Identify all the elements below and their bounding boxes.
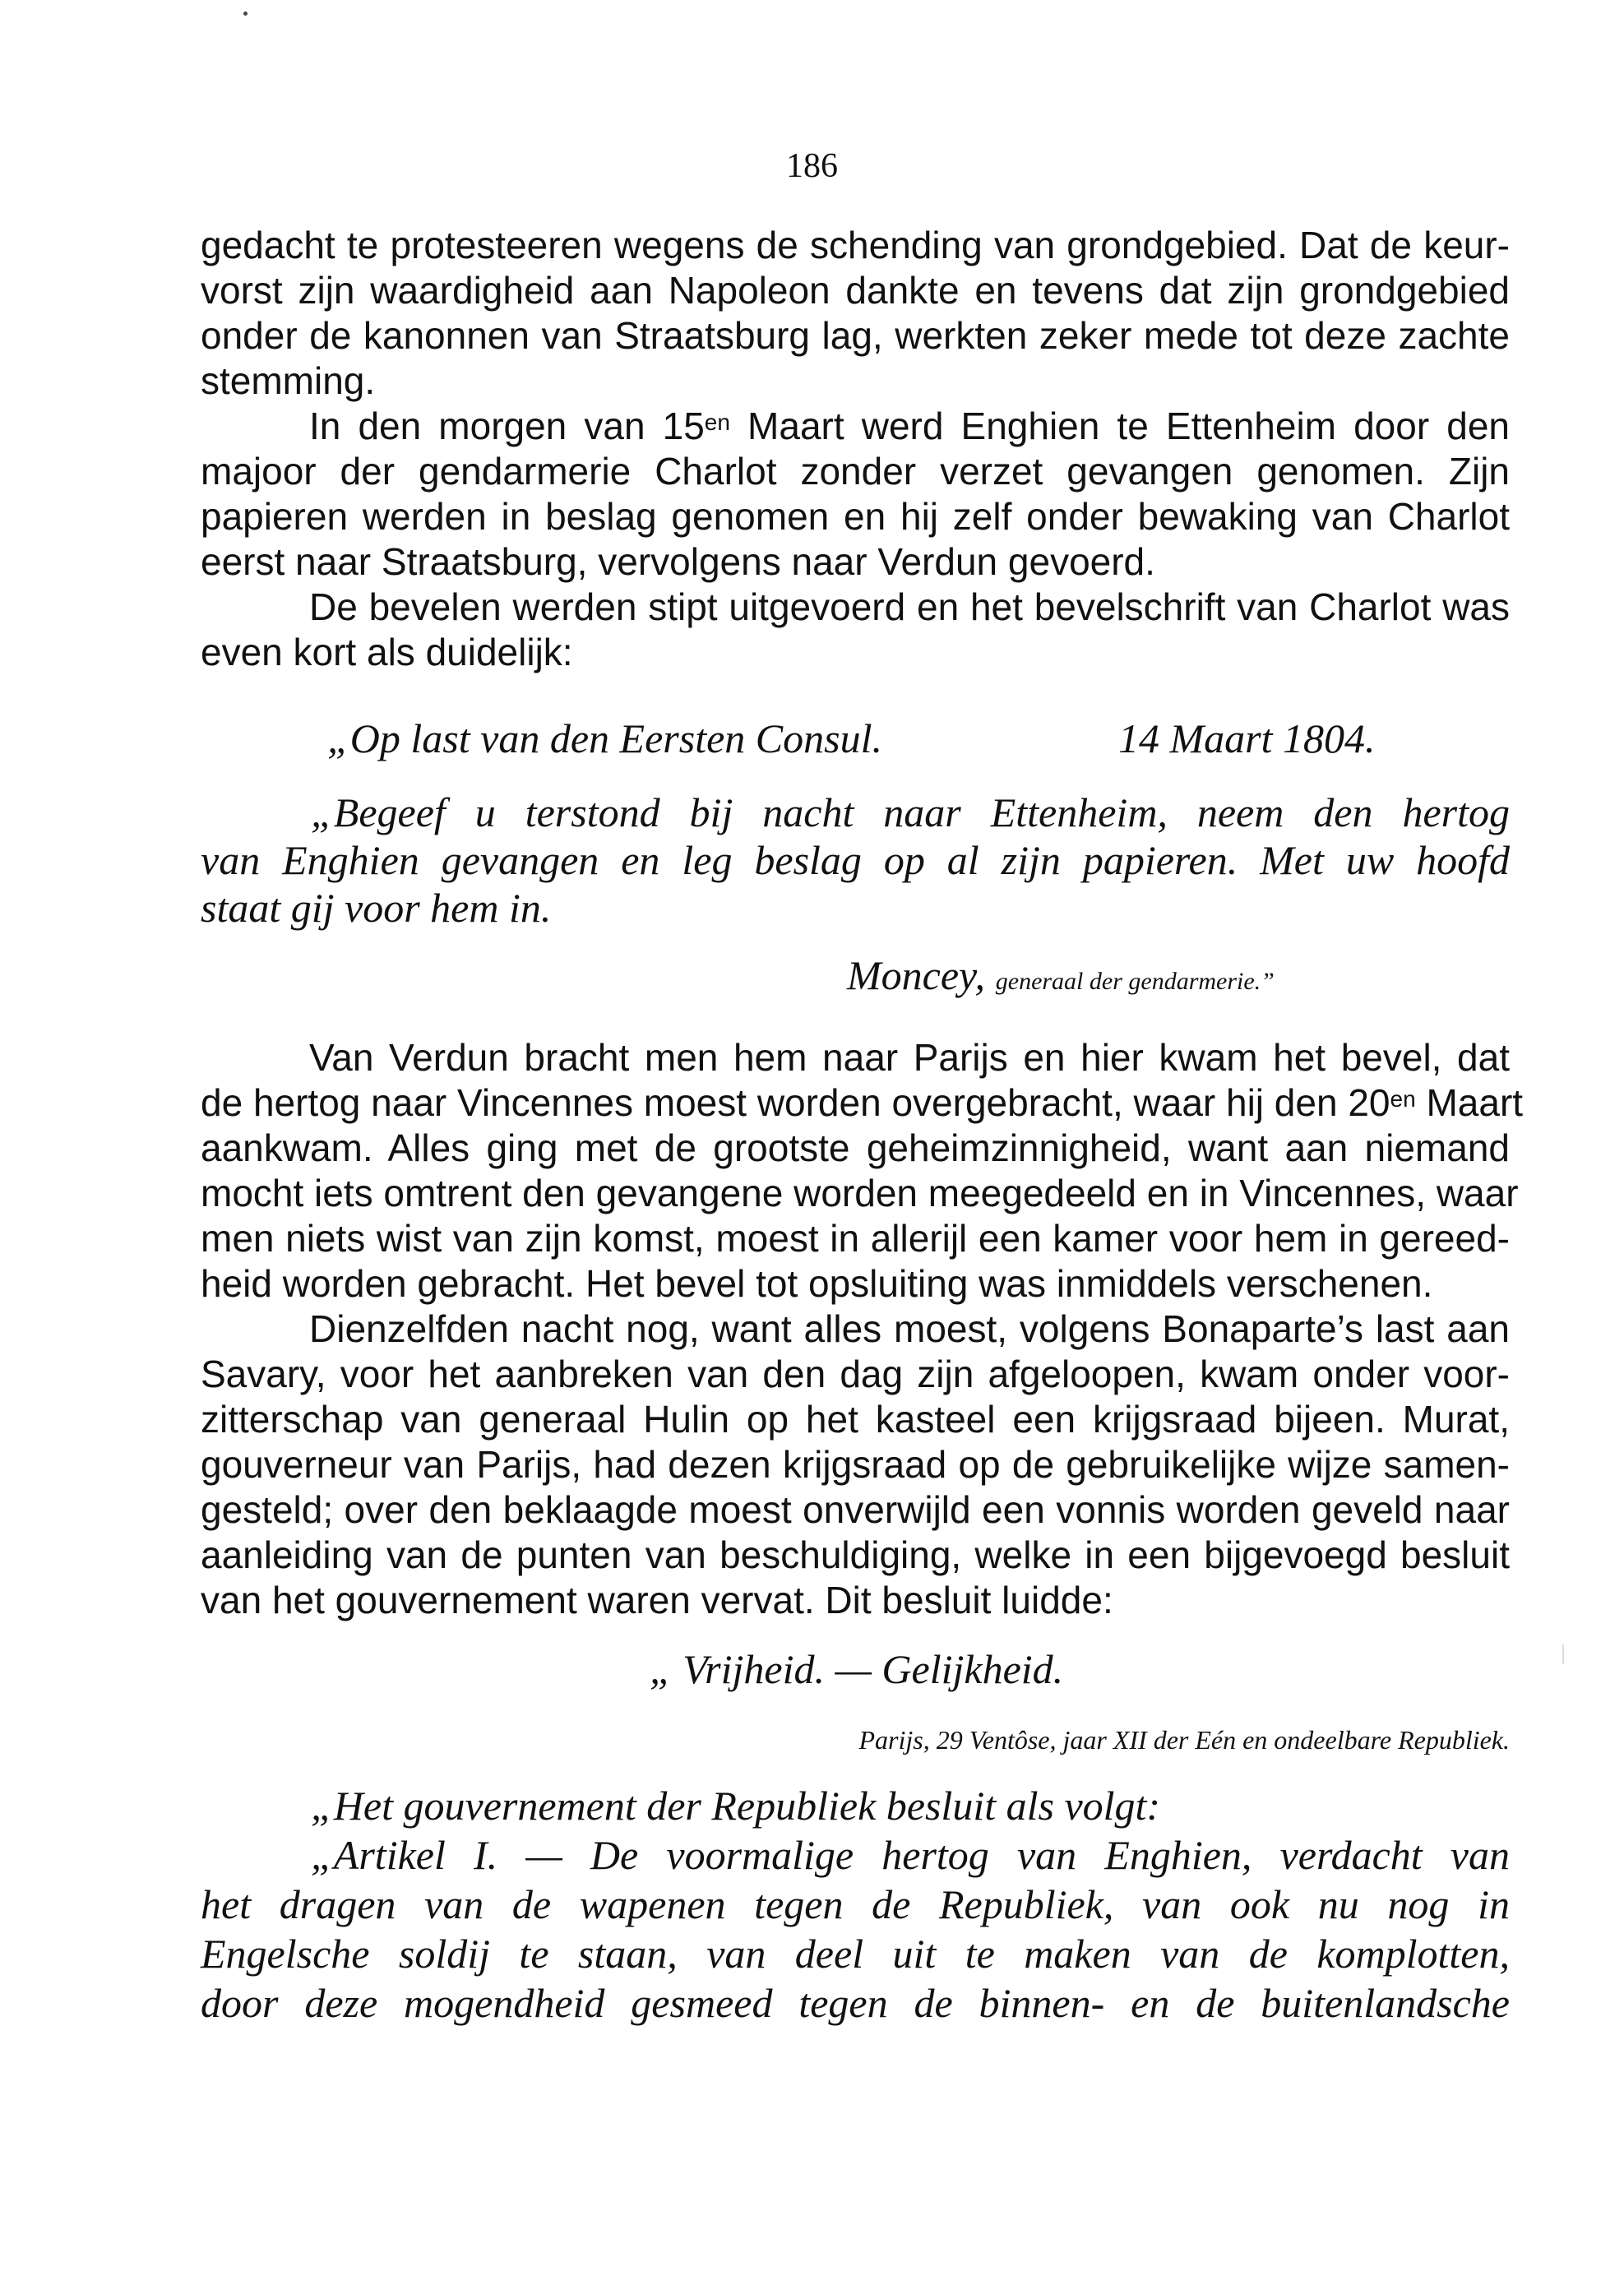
scan-mark (1562, 1644, 1564, 1664)
decree-article-line: Engelsche soldij te staan, van deel uit te maken van de komplotten, (201, 1931, 1510, 1977)
signature-name: Moncey, (847, 952, 985, 998)
text-line: Savary, voor het aanbreken van den dag zijn afgeloopen, kwam onder voor- (201, 1353, 1510, 1395)
text-line: men niets wist van zijn komst, moest in allerijl een kamer voor hem in gereed- (201, 1217, 1510, 1260)
text-line: aanleiding van de punten van beschuldiging, welke in een bijgevoegd besluit (201, 1533, 1510, 1576)
decree-article-line: „Artikel I. — De voormalige hertog van Enghien, verdacht van (311, 1832, 1510, 1878)
superscript: en (704, 409, 730, 435)
text-fragment: Maart (1426, 1081, 1524, 1124)
text-line (201, 1080, 1524, 1126)
text-line: stemming. (201, 359, 376, 402)
text-line: aankwam. Alles ging met de grootste geheimzinnigheid, want aan niemand (201, 1126, 1510, 1169)
page-number: 186 (786, 147, 838, 185)
text-line: gouverneur van Parijs, had dezen krijgsraad op de gebruikelijke wijze samen- (201, 1443, 1510, 1486)
decree-intro: „Het gouvernement der Republiek besluit als volgt: (311, 1783, 1161, 1829)
text-line: heid worden gebracht. Het bevel tot opsluiting was inmiddels verschenen. (201, 1262, 1433, 1305)
text-line: gedacht te protesteeren wegens de schending van grondgebied. Dat de keur- (201, 224, 1510, 266)
order-signature (847, 952, 1505, 1005)
text-line: majoor der gendarmerie Charlot zonder verzet gevangen genomen. Zijn (201, 450, 1510, 493)
text-line (201, 403, 1510, 449)
text-line: papieren werden in beslag genomen en hij zelf onder bewaking van Charlot (201, 495, 1510, 538)
order-line: „Begeef u terstond bij nacht naar Ettenheim, neem den hertog (311, 789, 1510, 835)
decree-motto: „ Vrijheid. — Gelijkheid. (650, 1646, 1064, 1692)
text-fragment: Maart werd Enghien te Ettenheim door den (747, 405, 1510, 447)
text-line: mocht iets omtrent den gevangene worden meegedeeld en in Vincennes, waar (201, 1172, 1519, 1214)
decree-article-line: door deze mogendheid gesmeed tegen de binnen- en de buitenlandsche (201, 1980, 1510, 2026)
order-line: staat gij voor hem in. (201, 885, 552, 931)
text-line: vorst zijn waardigheid aan Napoleon dankte en tevens dat zijn grondgebied (201, 269, 1510, 312)
text-line: De bevelen werden stipt uitgevoerd en het bevelschrift van Charlot was (309, 585, 1510, 628)
text-line: Van Verdun bracht men hem naar Parijs en hier kwam het bevel, dat (309, 1036, 1510, 1079)
text-fragment: de hertog naar Vincennes moest worden overgebracht, waar hij den 20 (201, 1081, 1390, 1124)
order-date: 14 Maart 1804. (1118, 715, 1376, 761)
scan-speck (243, 12, 248, 16)
superscript: en (1390, 1086, 1416, 1112)
text-fragment: In den morgen van 15 (309, 405, 705, 447)
decree-article-line: het dragen van de wapenen tegen de Republiek, van ook nu nog in (201, 1881, 1510, 1927)
signature-title: generaal der gendarmerie.” (995, 968, 1275, 995)
text-line: onder de kanonnen van Straatsburg lag, werkten zeker mede tot deze zachte (201, 314, 1510, 357)
text-line: even kort als duidelijk: (201, 631, 573, 673)
order-line: van Enghien gevangen en leg beslag op al zijn papieren. Met uw hoofd (201, 837, 1510, 883)
text-line: eerst naar Straatsburg, vervolgens naar Verdun gevoerd. (201, 540, 1155, 583)
text-line: van het gouvernement waren vervat. Dit besluit luidde: (201, 1579, 1113, 1621)
text-line: Dienzelfden nacht nog, want alles moest, volgens Bonaparte’s last aan (309, 1307, 1510, 1350)
text-line: zitterschap van generaal Hulin op het kasteel een krijgsraad bijeen. Murat, (201, 1398, 1510, 1441)
order-heading: „Op last van den Eersten Consul. (327, 715, 882, 761)
decree-dateline: Parijs, 29 Ventôse, jaar XII der Eén en ondeelbare Republiek. (858, 1725, 1510, 1755)
text-line: gesteld; over den beklaagde moest onverwijld een vonnis worden geveld naar (201, 1488, 1510, 1531)
